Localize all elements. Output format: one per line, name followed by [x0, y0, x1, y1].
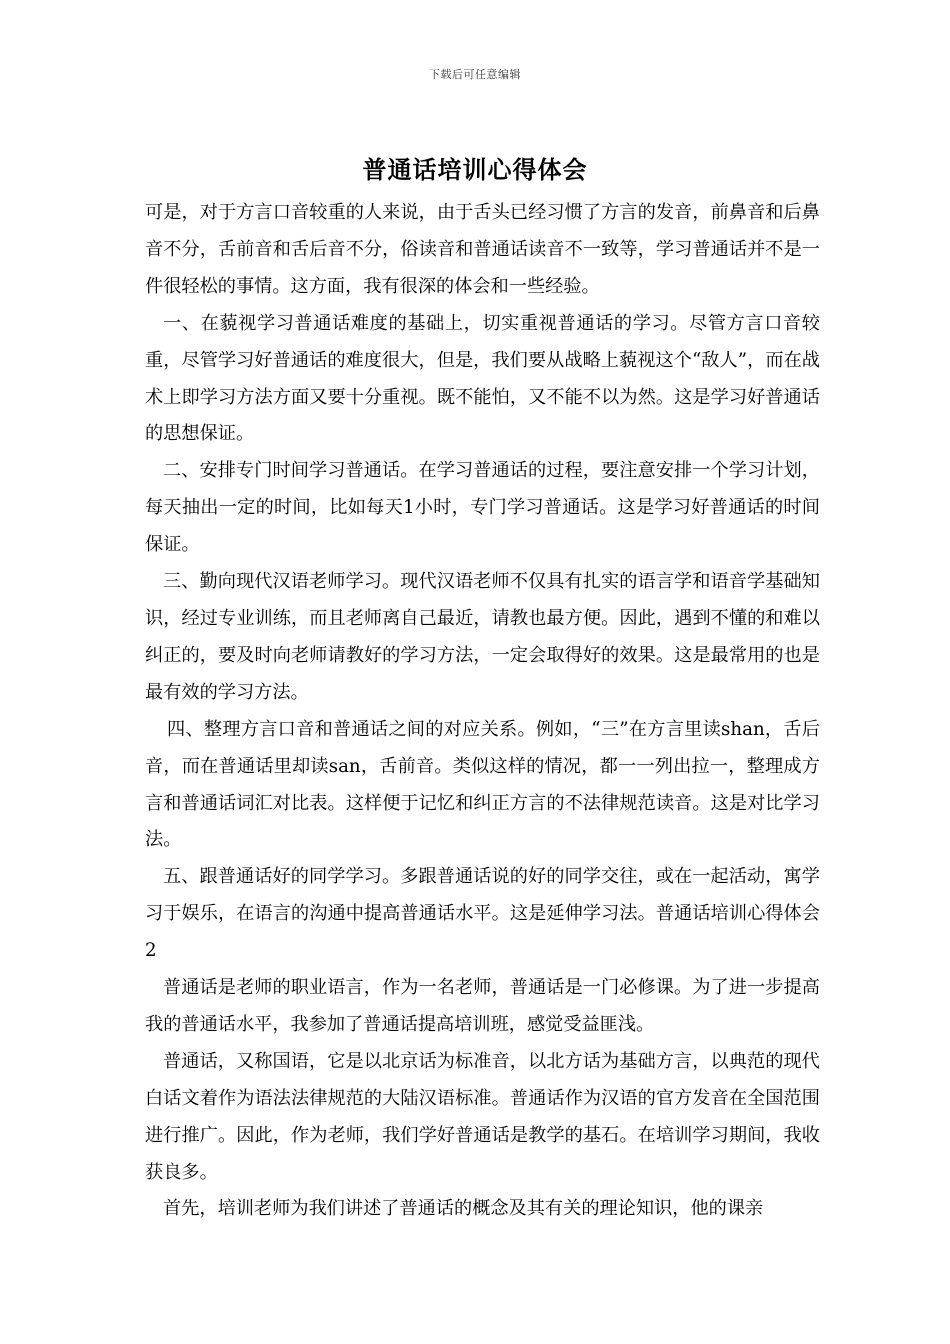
document-body	[145, 195, 820, 1228]
body-paragraph: 三、勤向现代汉语老师学习。现代汉语老师不仅具有扎实的语言学和语音学基础知识，经过专业训练，而且老师离自己最近，请教也最方便。因此，遇到不懂的和难以纠正的，要及时向老师请教好的学习方法，一定会取得好的效果。这是最常用的也是最有效的学习方法。	[145, 571, 820, 703]
document-title: 普通话培训心得体会	[362, 155, 588, 184]
body-paragraph: 一、在藐视学习普通话难度的基础上，切实重视普通话的学习。尽管方言口音较重，尽管学习好普通话的难度很大，但是，我们要从战略上藐视这个“敌人”，而在战术上即学习方法方面又要十分重视。既不能怕，又不能不以为然。这是学习好普通话的思想保证。	[145, 312, 820, 445]
body-paragraph: 二、安排专门时间学习普通话。在学习普通话的过程，要注意安排一个学习计划，每天抽出一定的时间，比如每天1小时，专门学习普通话。这是学习好普通话的时间保证。	[145, 460, 820, 556]
body-paragraph: 可是，对于方言口音较重的人来说，由于舌头已经习惯了方言的发音，前鼻音和后鼻音不分，舌前音和舌后音不分，俗读音和普通话读音不一致等，学习普通话并不是一件很轻松的事情。这方面，我有很深的体会和一些经验。	[145, 202, 820, 297]
body-paragraph: 首先，培训老师为我们讲述了普通话的概念及其有关的理论知识，他的课亲	[163, 1198, 764, 1220]
body-paragraph: 普通话是老师的职业语言，作为一名老师，普通话是一门必修课。为了进一步提高我的普通话水平，我参加了普通话提高培训班，感觉受益匪浅。	[145, 977, 820, 1035]
body-paragraph: 五、跟普通话好的同学学习。多跟普通话说的好的同学交往，或在一起活动，寓学习于娱乐，在语言的沟通中提高普通话水平。这是延伸学习法。普通话培训心得体会2	[145, 866, 820, 962]
body-paragraph: 普通话，又称国语，它是以北京话为标准音，以北方话为基础方言，以典范的现代白话文着作为语法法律规范的大陆汉语标准。普通话作为汉语的官方发音在全国范围进行推广。因此，作为老师，我们学好普通话是教学的基石。在培训学习期间，我收获良多。	[145, 1050, 820, 1183]
body-paragraph: 四、整理方言口音和普通话之间的对应关系。例如，“三”在方言里读shan，舌后音，而在普通话里却读san，舌前音。类似这样的情况，都一一列出拉一，整理成方言和普通话词汇对比表。这样便于记忆和纠正方言的不法律规范读音。这是对比学习法。	[145, 718, 820, 851]
page-header: 下载后可任意编辑	[429, 68, 521, 81]
